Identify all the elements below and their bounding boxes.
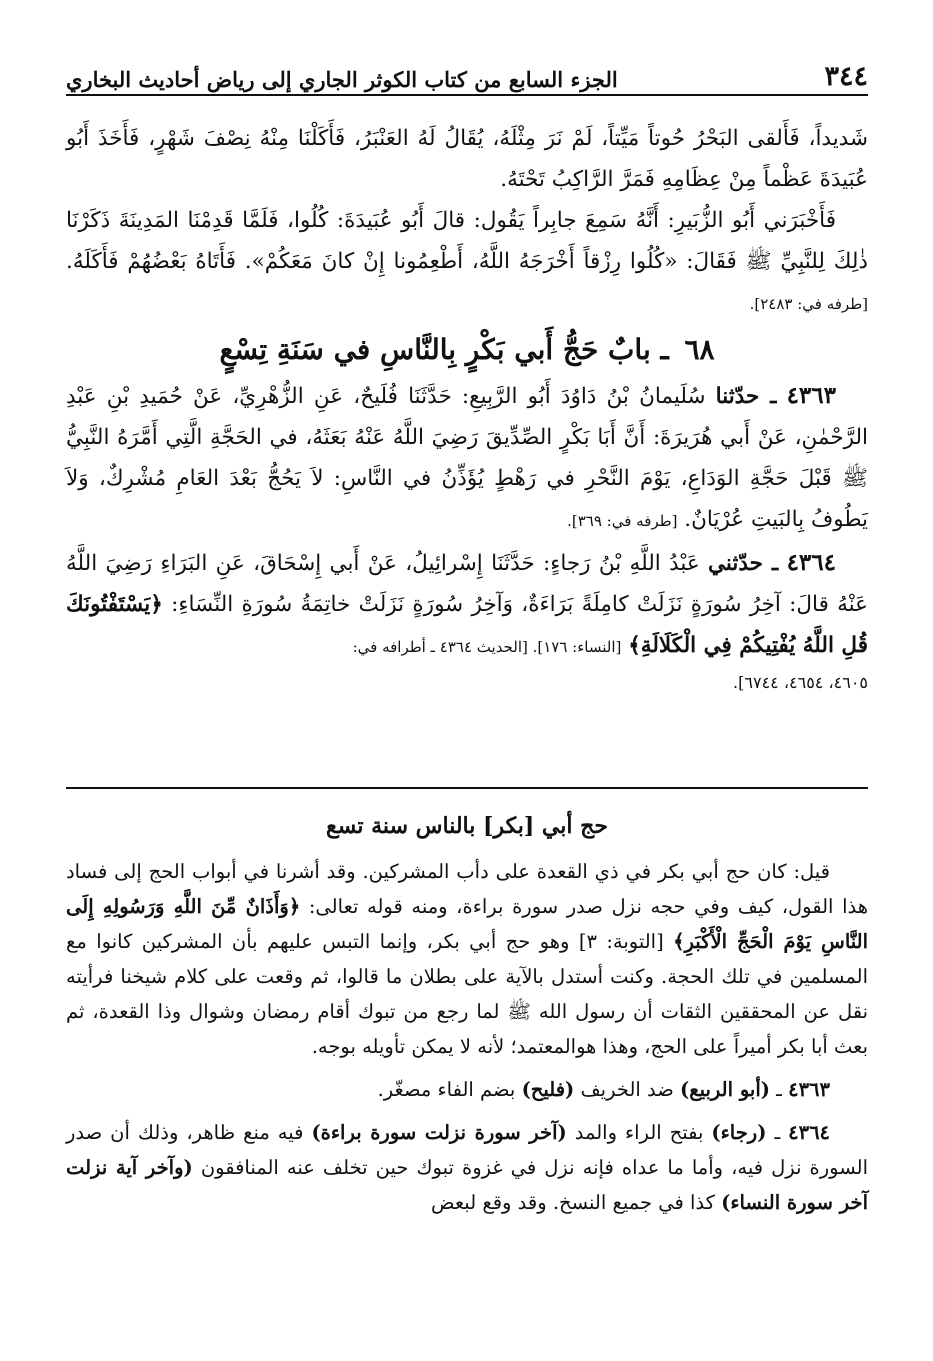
hadith-text: سُلَيمانُ بْنُ دَاوُدَ أَبُو الرَّبِيعِ: حَدَّثَنَا فُلَيحٌ، عَنِ الزُّهْرِيِّ، عَنْ حُمَيدِ بْنِ عَبْدِ الرَّحْمٰنِ، عَنْ أَبي هُرَيرَةَ: أَنَّ أَبَا بَكْرٍ الصِّدِّيقَ رَضِيَ اللَّهُ عَنْهُ بَعَثَهُ، في الحَجَّةِ الَّتِي أَمَّرَهُ النَّبِيُّ ﷺ قَبْلَ حَجَّةِ الوَدَاعِ، يَوْمَ النَّحْرِ في رَهْطٍ يُؤَذِّنُ في النَّاسِ: لاَ يَحُجُّ بَعْدَ العَامِ مُشْرِكٌ، وَلاَ يَطُوفُ بِالبَيتِ عُرْيَانٌ. [66,384,868,532]
note-number: ٤٣٦٣ [788,1078,830,1101]
note-text: فيه منع ظاهر، وذلك أن صدر السورة نزل فيه، وأما ما عداه فإنه نزل في غزوة تبوك حين تخلف عنه المنافقون [66,1121,869,1179]
commentary-section [66,808,868,1220]
hadith-4363 [66,375,868,542]
note-term: (وآخر آية نزلت آخر سورة النساء) [66,1156,868,1214]
page-number: ٣٤٤ [824,61,868,92]
hadith-verb: ـ حدّثنا [715,384,777,409]
cross-reference: [طرفه في: ٣٦٩]. [567,512,678,530]
note-text: بضم الفاء مصغّر. [377,1078,516,1101]
hadith-number: ٤٣٦٤ [786,549,836,576]
hadith-text: عَبْدُ اللَّهِ بْنُ رَجاءٍ: حَدَّثَنَا إِسْرائِيلُ، عَنْ أَبي إِسْحَاقَ، عَنِ البَرَاءِ رَضِيَ اللَّهُ عَنْهُ قالَ: آخِرُ سُورَةٍ نَزَلَتْ كامِلَةً بَرَاءَةٌ، وَآخِرُ سُورَةٍ نَزَلَتْ خاتِمَةُ سُورَةِ النِّسَاءِ: [66,551,868,617]
note-term: (آخر سورة نزلت سورة براءة) [311,1121,567,1144]
quran-verse: ﴿يَسْتَفْتُونَكَ قُلِ اللَّهُ يُفْتِيكُمْ فِي الْكَلَالَةِ﴾ [66,592,868,658]
commentary-note-4363: ٤٣٦٣ ـ (أبو الربيع) ضد الخريف (فليح) بضم الفاء مصغّر. [377,1078,830,1101]
chapter-number: ٦٨ [684,333,715,366]
running-title: الجزء السابع من كتاب الكوثر الجاري إلى رياض أحاديث البخاري [66,67,618,92]
hadith-text: فَأَخْبَرَني أَبُو الزُّبَيرِ: أَنَّهُ سَمِعَ جابِراً يَقُول: قالَ أَبُو عُبَيدَةَ: كُلُوا، فَلَمَّا قَدِمْنَا المَدِينَةَ ذَكَرْنَا ذٰلِكَ لِلنَّبِيِّ ﷺ فَقَالَ: «كُلُوا رِزْقاً أَخْرَجَهُ اللَّهُ، أَطْعِمُونا إِنْ كانَ مَعَكُمْ». فَأَتَاهُ بَعْضُهُمْ فَأَكَلَهُ. [66,208,868,274]
commentary-text: قيل: كان حج أبي بكر في ذي القعدة على دأب المشركين. وقد أشرنا في أبواب الحج إلى فساد هذا القول، كيف وفي حجه نزل صدر سورة براءة، ومنه قوله تعالى: [66,860,868,918]
hadith-paragraph [66,200,868,325]
hadith-verb: ـ حدّثني [707,551,779,576]
cross-reference: [طرفه في: ٢٤٨٣]. [749,295,868,313]
note-text: بفتح الراء والمد [574,1121,704,1144]
commentary-note-4364: ٤٣٦٤ ـ (رجاء) بفتح الراء والمد (آخر سورة نزلت سورة براءة) فيه منع ظاهر، وذلك أن صدر السورة نزل فيه، وأما ما عداه فإنه نزل في غزوة تبوك حين تخلف عنه المنافقون (وآخر آية نزلت آخر سورة النساء) كذا في جميع النسخ. وقد وقع لبعض [66,1121,869,1214]
note-text: ضد الخريف [580,1078,674,1101]
page-header [66,50,868,96]
note-term: (فليح) [521,1078,575,1101]
commentary-paragraph [66,854,868,1064]
intro-hadith [66,118,868,325]
chapter-heading [66,331,868,369]
note-term: (رجاء) [711,1121,767,1144]
commentary-text: [التوبة: ٣] وهو حج أبي بكر، وإنما التبس عليهم بأن المشركين كانوا مع المسلمين في تلك الحجة. وكنت أستدل بالآية على بطلان ما قالوا، ثم وقعت على كلام شيخنا فرأيته نقل عن المحققين الثقات أن رسول الله ﷺ لما رجع من تبوك أقام رمضان وشوال وذا القعدة، ثم بعث أبا بكر أميراً على الحج، وهذا هوالمعتمد؛ لأنه لا يمكن تأويله بوجه. [66,930,868,1058]
hadith-continuation: شَديداً، فَأَلقى البَحْرُ حُوتاً مَيِّتاً، لَمْ نَرَ مِثْلَهُ، يُقَالُ لَهُ العَنْبَرُ، فَأَكَلْنَا مِنْهُ نِصْفَ شَهْرٍ، فَأَخَذَ أَبُو عُبَيدَةَ عَظْماً مِنْ عِظَامِهِ فَمَرَّ الرَّاكِبُ تَحْتَهُ. [66,126,868,192]
page-body [66,50,868,698]
note-term: (أبو الربيع) [680,1078,770,1101]
cross-reference-continuation: ٤٦٠٥، ٤٦٥٤، ٦٧٤٤]. [733,673,868,692]
section-divider [66,787,868,789]
hadith-number: ٤٣٦٣ [786,382,836,409]
cross-reference: [النساء: ١٧٦]. [الحديث ٤٣٦٤ ـ أطرافه في: [352,638,622,656]
hadith-4364 [66,542,868,668]
note-number: ٤٣٦٤ [788,1121,831,1144]
commentary-title: حج أبي [بكر] بالناس سنة تسع [326,813,608,839]
quran-verse: ﴿وَأَذَانٌ مِّنَ اللَّهِ وَرَسُولِهِ إِلَى النَّاسِ يَوْمَ الْحَجِّ الْأَكْبَرِ﴾ [66,895,869,953]
chapter-title: ـ بابٌ حَجُّ أَبي بَكْرٍ بِالنَّاسِ في سَنَةِ تِسْعٍ [219,333,669,366]
note-text: كذا في جميع النسخ. وقد وقع لبعض [431,1191,715,1214]
